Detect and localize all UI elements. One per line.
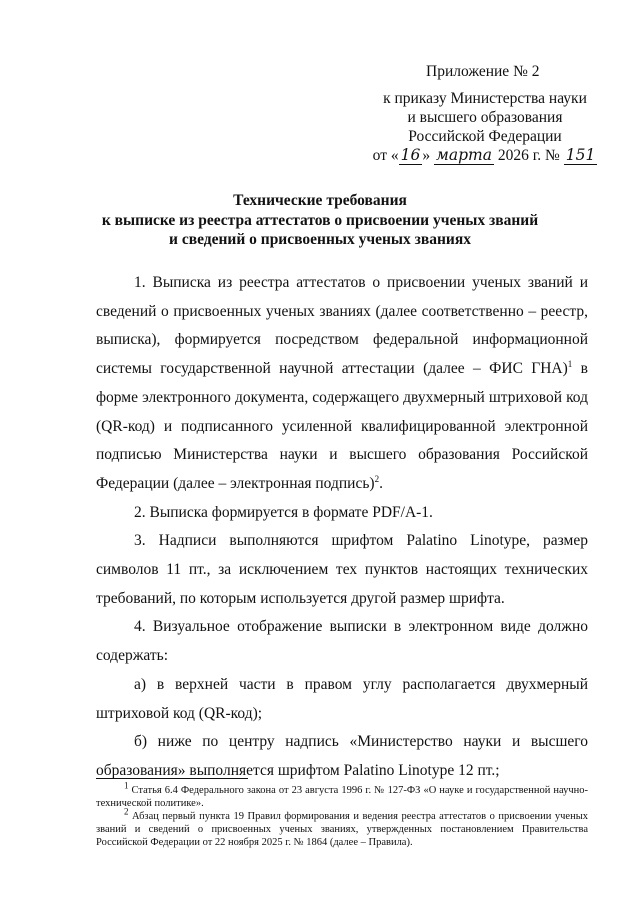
appendix-label: Приложение № 2 [426,63,540,80]
date-mid: » [422,147,434,164]
handwritten-month: марта [435,146,492,164]
footnote-2-mark: 2 [124,806,129,817]
order-line-3: Российской Федерации [408,128,562,145]
footnotes [96,780,588,849]
handwritten-number: 151 [565,146,596,164]
paragraph-3: 3. Надписи выполняются шрифтом Palatino Linotype, размер символов 11 пт., за исключением тех пунктов настоящих технических требований, по которым используется другой размер шрифта. [96,532,588,607]
document-title [0,191,640,250]
paragraph-1 [96,269,588,499]
footnote-1-text: Статья 6.4 Федерального закона от 23 августа 1996 г. № 127-ФЗ «О науке и государственной научно-технической политике». [96,785,588,809]
title-line-3: и сведений о присвоенных ученых званиях [169,231,471,248]
order-line-1: к приказу Министерства науки [383,90,587,107]
title-line-1: Технические требования [233,192,407,209]
footnote-1-mark: 1 [124,780,129,791]
paragraph-2: 2. Выписка формируется в формате PDF/A-1. [134,503,433,521]
paragraph-5: а) в верхней части в правом углу располагается двухмерный штриховой код (QR-код); [96,675,588,722]
date-year: 2026 г. № [493,147,564,164]
footnote-1 [96,780,588,810]
footnote-ref-1: 1 [567,358,573,369]
paragraph-6: б) ниже по центру надпись «Министерство науки и высшего образования» выполняется шрифтом Palatino Linotype 12 пт.; [96,733,588,779]
footnote-divider [96,778,248,779]
appendix-header [340,62,630,165]
footnote-ref-2: 2 [374,473,380,484]
paragraph-4: 4. Визуальное отображение выписки в электронном виде должно содержать: [96,618,588,665]
footnote-2-text: Абзац первый пункта 19 Правил формирования и ведения реестра аттестатов о присвоении ученых званий и сведений о присвоенных ученых званиях, утвержденных постановлением Правительства Российской Федерации от 22 ноября 2025 г. № 1864 (далее – Правила). [96,811,588,848]
paragraph-1-part-a: 1. Выписка из реестра аттестатов о присвоении ученых званий и сведений о присвоенных ученых званиях (далее соответственно – реестр, выписка), формируется посредством федеральной информационной системы государственной научной аттестации (далее – ФИС ГНА) [96,274,588,378]
paragraph-1-part-b: в форме электронного документа, содержащего двухмерный штриховой код (QR-код) и подписанного усиленной квалифицированной электронной подписью Министерства науки и высшего образования Российской Федерации (далее – электронная подпись) [96,360,588,492]
handwritten-day: 16 [400,146,421,164]
order-date-line [340,146,630,165]
order-line-2: и высшего образования [407,109,563,126]
title-line-2: к выписке из реестра аттестатов о присвоении ученых званий [101,211,539,229]
footnote-2 [96,806,588,849]
document-body [96,269,588,786]
date-prefix: от « [372,147,399,164]
paragraph-1-part-c: . [379,474,383,492]
